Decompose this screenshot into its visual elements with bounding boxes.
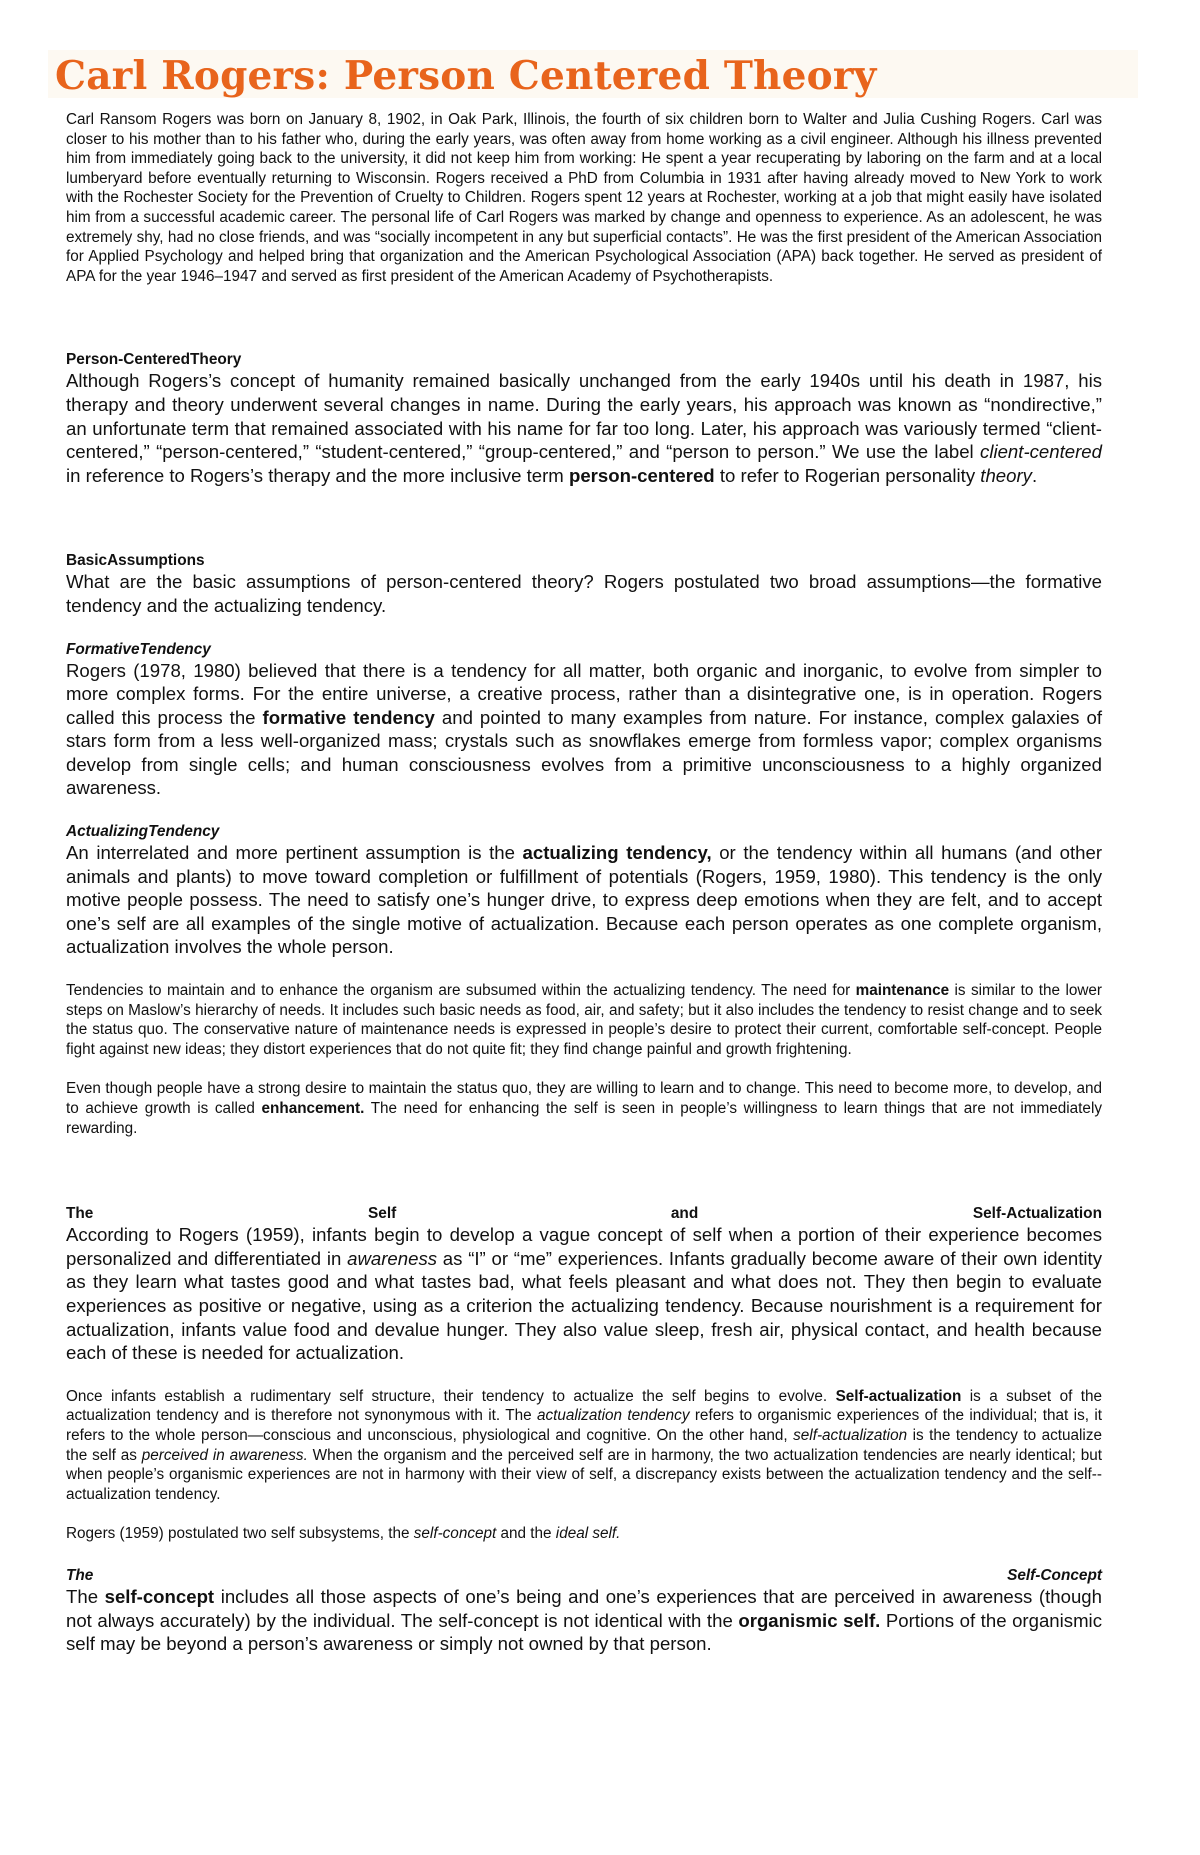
self-concept-paragraph: The self-concept includes all those aspects of one’s being and one’s experiences that are perceived in awareness (though not always accurately) by the individual. The self-concept is not identical with the organismic self. Portions of the organismic self may be beyond a person’s awareness or simply not owned by that person. <box>66 1585 1102 1655</box>
person-centered-paragraph: Although Rogers’s concept of humanity remained basically unchanged from the early 1940s until his death in 1987, his therapy and theory underwent several changes in name. During the early years, his approach was known as “nondirective,” an unfortunate term that remained associated with his name for far too long. Later, his approach was variously termed “client-centered,” “person-centered,” “student-centered,” “group-centered,” and “person to person.” We use the label client-centered in reference to Rogers’s therapy and the more inclusive term person-centered to refer to Rogerian personality theory. <box>66 370 1102 486</box>
enhancement-paragraph: Even though people have a strong desire to maintain the status quo, they are willing to learn and to change. This need to become more, to develop, and to achieve growth is called enhancement. The need for enhancing the self is seen in people’s willingness to learn things that are not immediately rewarding. <box>66 1080 1102 1137</box>
actualizing-tendency-paragraph: An interrelated and more pertinent assumption is the actualizing tendency, or the tendency within all humans (and other animals and plants) to move toward completion or fulfillment of potentials (Rogers, 1959, 1980). This tendency is the only motive people possess. The need to satisfy one’s hunger drive, to express deep emotions when they are felt, and to accept one’s self are all examples of the single motive of actualization. Because each person operates as one complete organism, actualization involves the whole person. <box>66 842 1103 958</box>
person-centered-heading: Person-CenteredTheory <box>66 351 242 369</box>
formative-tendency-paragraph: Rogers (1978, 1980) believed that there is a tendency for all matter, both organic and inorganic, to evolve from simpler to more complex forms. For the entire universe, a creative process, rather than a disintegrative one, is in operation. Rogers called this process the formative tendency and pointed to many examples from nature. For instance, complex galaxies of stars form from a less well-organized mass; crystals such as snowflakes emerge from formless vapor; complex organisms develop from single cells; and human consciousness evolves from a primitive unconsciousness to a highly organized awareness. <box>66 659 1102 799</box>
self-concept-heading: The Self-Concept <box>66 1566 1102 1584</box>
maintenance-paragraph: Tendencies to maintain and to enhance the organism are subsumed within the actualizing tendency. The need for maintenance is similar to the lower steps on Maslow’s hierarchy of needs. It includes such basic needs as food, air, and safety; but it also includes the tendency to resist change and to seek the status quo. The conservative nature of maintenance needs is expressed in people’s desire to protect their current, comfortable self-concept. People fight against new ideas; they distort experiences that do not quite fit; they find change painful and growth frightening. <box>66 982 1102 1058</box>
actualizing-tendency-heading: ActualizingTendency <box>66 823 220 841</box>
formative-tendency-heading: FormativeTendency <box>66 640 211 658</box>
basic-assumptions-paragraph: What are the basic assumptions of person-centered theory? Rogers postulated two broad assumptions—the formative tendency and the actualizing tendency. <box>66 571 1102 616</box>
self-actualization-heading: The Self and Self-Actualization <box>66 1205 1102 1223</box>
basic-assumptions-heading: BasicAssumptions <box>66 552 205 570</box>
page-title: Carl Rogers: Person Centered Theory <box>55 53 877 99</box>
self-actualization-paragraph: According to Rogers (1959), infants begin to develop a vague concept of self when a portion of their experience becomes personalized and differentiated in awareness as “I” or “me” experiences. Infants gradually become aware of their own identity as they learn what tastes good and what tastes bad, what feels pleasant and what does not. They then begin to evaluate experiences as positive or negative, using as a criterion the actualizing tendency. Because nourishment is a requirement for actualization, infants value food and devalue hunger. They also value sleep, fresh air, physical contact, and health because each of these is needed for actualization. <box>66 1224 1102 1364</box>
self-subsystems-paragraph: Rogers (1959) postulated two self subsystems, the self-concept and the ideal self. <box>66 1525 621 1543</box>
document-body <box>66 110 1102 1656</box>
self-actualization-subset-paragraph: Once infants establish a rudimentary self structure, their tendency to actualize the self begins to evolve. Self-actualization is a subset of the actualization tendency and is therefore not synonymous with it. The actualization tendency refers to organismic experiences of the individual; that is, it refers to the whole person—conscious and unconscious, physiological and cognitive. On the other hand, self-actualization is the tendency to actualize the self as perceived in awareness. When the organism and the perceived self are in harmony, the two actualization tendencies are nearly identical; but when people’s organismic experiences are not in harmony with their view of self, a discrepancy exists between the actualization tendency and the self--actualization tendency. <box>66 1387 1103 1503</box>
bio-paragraph: Carl Ransom Rogers was born on January 8, 1902, in Oak Park, Illinois, the fourth of six children born to Walter and Julia Cushing Rogers. Carl was closer to his mother than to his father who, during the early years, was often away from home working as a civil engineer. Although his illness prevented him from immediately going back to the university, it did not keep him from working: He spent a year recuperating by laboring on the farm and at a local lumberyard before eventually returning to Wisconsin. Rogers received a PhD from Columbia in 1931 after having already moved to New York to work with the Rochester Society for the Prevention of Cruelty to Children. Rogers spent 12 years at Rochester, working at a job that might easily have isolated him from a successful academic career. The personal life of Carl Rogers was marked by change and openness to experience. As an adolescent, he was extremely shy, had no close friends, and was “socially incompetent in any but superficial contacts”. He was the first president of the American Association for Applied Psychology and helped bring that organization and the American Psychological Association (APA) back together. He served as president of APA for the year 1946–1947 and served as first president of the American Academy of Psychotherapists. <box>66 111 1102 285</box>
